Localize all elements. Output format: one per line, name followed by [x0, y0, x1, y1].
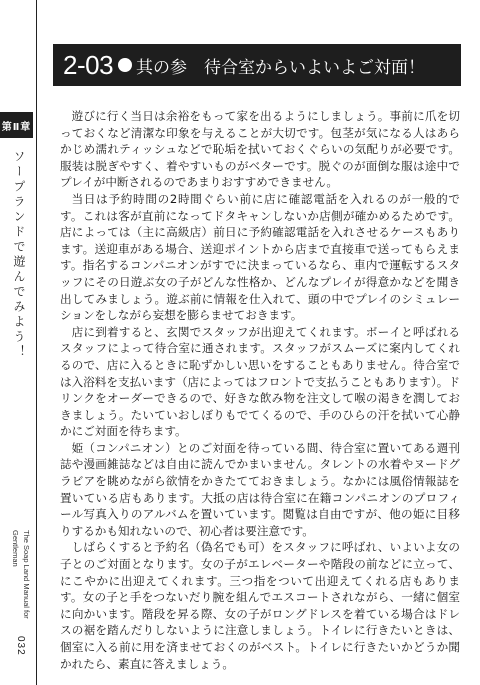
chapter-tab: [0, 112, 33, 138]
section-title: 其の参 待合室からいよいよご対面！: [136, 57, 426, 78]
body-text: [60, 108, 460, 671]
paragraph: 姫（コンパニオン）とのご対面を待っている間、待合室に置いてある週刊誌や漫画雑誌などは自由に読んでかまいません。タレントの水着やヌードグラビアを眺めながら欲情をかきたてておきましょう。なかには風俗情報誌を置いている店もあります。大抵の店は待合室に在籍コンパニオンのプロフィール写真入りのアルバムを置いています。閲覧は自由ですが、他の姫に目移りするかも知れないので、初心者は要注意です。: [60, 440, 460, 538]
chapter-subtitle: ソープランドで遊んでみよう！: [12, 150, 26, 360]
chapter-label: 第Ⅱ章: [1, 121, 32, 133]
page-number: 032: [15, 636, 26, 656]
paragraph: しばらくすると予約名（偽名でも可）をスタッフに呼ばれ、いよいよ女の子とのご対面となります。女の子がエレベーターや階段の前などに立って、にこやかに出迎えてくれます。三つ指をついて出迎えてくれる店もあります。女の子と手をつないだり腕を組んでエスコートされながら、一緒に個室に向かいます。階段を昇る際、女の子がロングドレスを着ている場合はドレスの裾を踏んだりしないように注意しましょう。トイレに行きたいときは、個室に入る前に用を済ませておくのがベスト。トイレに行きたいかどうか聞かれたら、素直に答えましょう。: [60, 540, 460, 671]
paragraph: 店に到着すると、玄関でスタッフが出迎えてくれます。ボーイと呼ばれるスタッフによって待合室に通されます。スタッフがスムーズに案内してくれるので、店に入るときに恥ずかしい思いをすることもありません。待合室では入浴料を支払います（店によってはフロントで支払うこともあります）。ドリンクをオーダーできるので、好きな飲み物を注文して喉の渇きを潤しておきましょう。たいていおしぼりもでてくるので、手のひらの汗を拭いて心静かにご対面を待ちます。: [60, 324, 460, 439]
sidebar-divider-line: [36, 0, 37, 685]
paragraph: 遊びに行く当日は余裕をもって家を出るようにしましょう。事前に爪を切っておくなど清潔な印象を与えることが大切です。包茎が気になる人はあらかじめ濡れティッシュなどで恥垢を拭いておくぐらいの気配りが必要です。服装は脱ぎやすく、着やすいものがベターです。脱ぐのが面倒な服は途中でプレイが中断されるのであまりおすすめできません。: [60, 109, 460, 190]
paragraph: 当日は予約時間の2時間ぐらい前に店に確認電話を入れるのが一般的です。これは客が直前になってドタキャンしないか店側が確かめるためです。店によっては（主に高級店）前日に予約確認電話を入れさせるケースもあります。送迎車がある場合、送迎ポイントから店まで直接車で送ってもらえます。指名するコンパニオンがすでに決まっているなら、車内で運転するスタッフにその日遊ぶ女の子がどんな性格か、どんなプレイが得意かなどを聞き出してみましょう。遊ぶ前に情報を仕入れて、頭の中でプレイのシミュレーションをしながら妄想を膨らませておきます。: [60, 191, 460, 323]
bullet-dot-icon: [118, 58, 132, 72]
section-title-bar: [53, 44, 461, 86]
book-title: The Soap Land Manual for Gentleman: [11, 530, 31, 619]
section-number: 2-03: [63, 49, 114, 80]
